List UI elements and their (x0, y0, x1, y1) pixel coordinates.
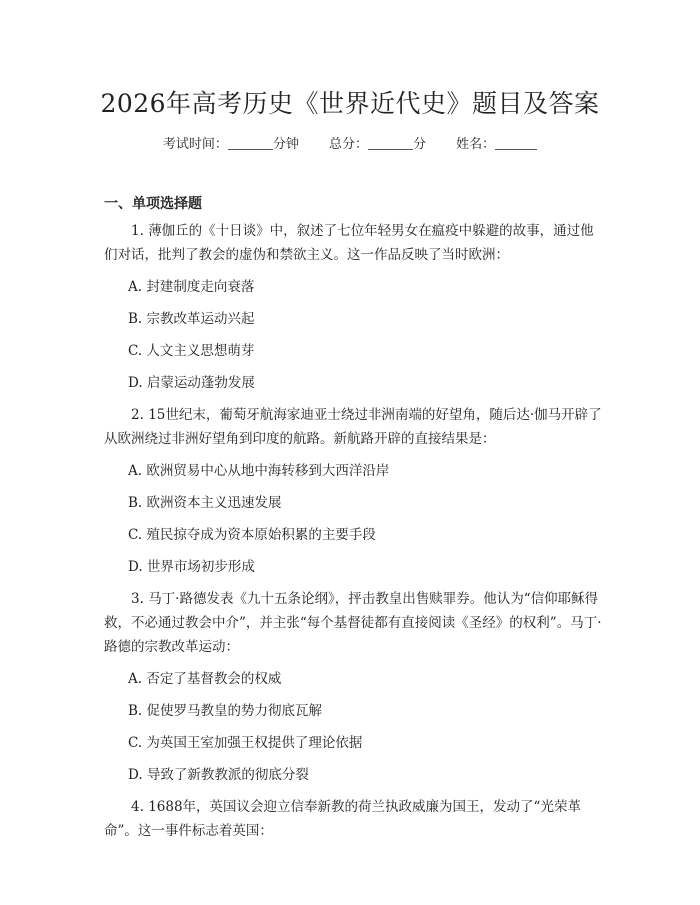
time-unit: 分钟 (272, 137, 299, 152)
page-title: 2026年高考历史《世界近代史》题目及答案 (100, 89, 600, 118)
question-4 (104, 795, 604, 843)
option-d: D. 世界市场初步形成 (128, 559, 255, 575)
question-2 (104, 403, 604, 451)
option-c: C. 人文主义思想萌芽 (128, 343, 255, 359)
question-text: 15世纪末，葡萄牙航海家迪亚士绕过非洲南端的好望角，随后达·伽马开辟了从欧洲绕过非洲好望角到印度的航路。新航路开辟的直接结果是： (104, 407, 602, 447)
option-b: B. 欧洲资本主义迅速发展 (128, 495, 282, 511)
question-1 (104, 219, 604, 267)
option-a: A. 欧洲贸易中心从地中海转移到大西洋沿岸 (128, 463, 390, 479)
question-text: 马丁·路德发表《九十五条论纲》，抨击教皇出售赎罪券。他认为“信仰耶稣得救，不必通过教会中介”，并主张“每个基督徒都有直接阅读《圣经》的权利”。马丁·路德的宗教改革运动： (104, 591, 602, 655)
score-label: 总分： (328, 137, 368, 152)
score-unit: 分 (413, 137, 427, 152)
total-score (329, 133, 426, 152)
name-label: 姓名： (456, 137, 496, 152)
student-name (456, 133, 537, 152)
name-blank (495, 135, 537, 150)
question-3 (104, 587, 604, 659)
exam-time (163, 133, 299, 152)
time-blank (228, 135, 273, 150)
option-c: C. 殖民掠夺成为资本原始积累的主要手段 (128, 527, 376, 543)
option-a: A. 封建制度走向衰落 (128, 279, 255, 295)
option-a: A. 否定了基督教会的权威 (128, 671, 282, 687)
question-number: 2. (131, 407, 144, 423)
option-d: D. 导致了新教教派的彻底分裂 (128, 767, 309, 783)
question-number: 4. (131, 799, 144, 815)
option-b: B. 宗教改革运动兴起 (128, 311, 255, 327)
question-number: 3. (131, 591, 144, 607)
question-number: 1. (131, 223, 144, 239)
score-blank (368, 135, 413, 150)
option-d: D. 启蒙运动蓬勃发展 (128, 375, 255, 391)
question-text: 1688年，英国议会迎立信奉新教的荷兰执政威廉为国王，发动了“光荣革命”。这一事件标志着英国： (104, 799, 581, 839)
question-list (104, 219, 604, 843)
section-title: 一、单项选择题 (104, 196, 202, 212)
time-label: 考试时间： (162, 137, 228, 152)
option-b: B. 促使罗马教皇的势力彻底瓦解 (128, 703, 323, 719)
exam-meta (0, 133, 700, 152)
option-c: C. 为英国王室加强王权提供了理论依据 (128, 735, 363, 751)
question-text: 薄伽丘的《十日谈》中，叙述了七位年轻男女在瘟疫中躲避的故事，通过他们对话，批判了教会的虚伪和禁欲主义。这一作品反映了当时欧洲： (104, 223, 594, 263)
